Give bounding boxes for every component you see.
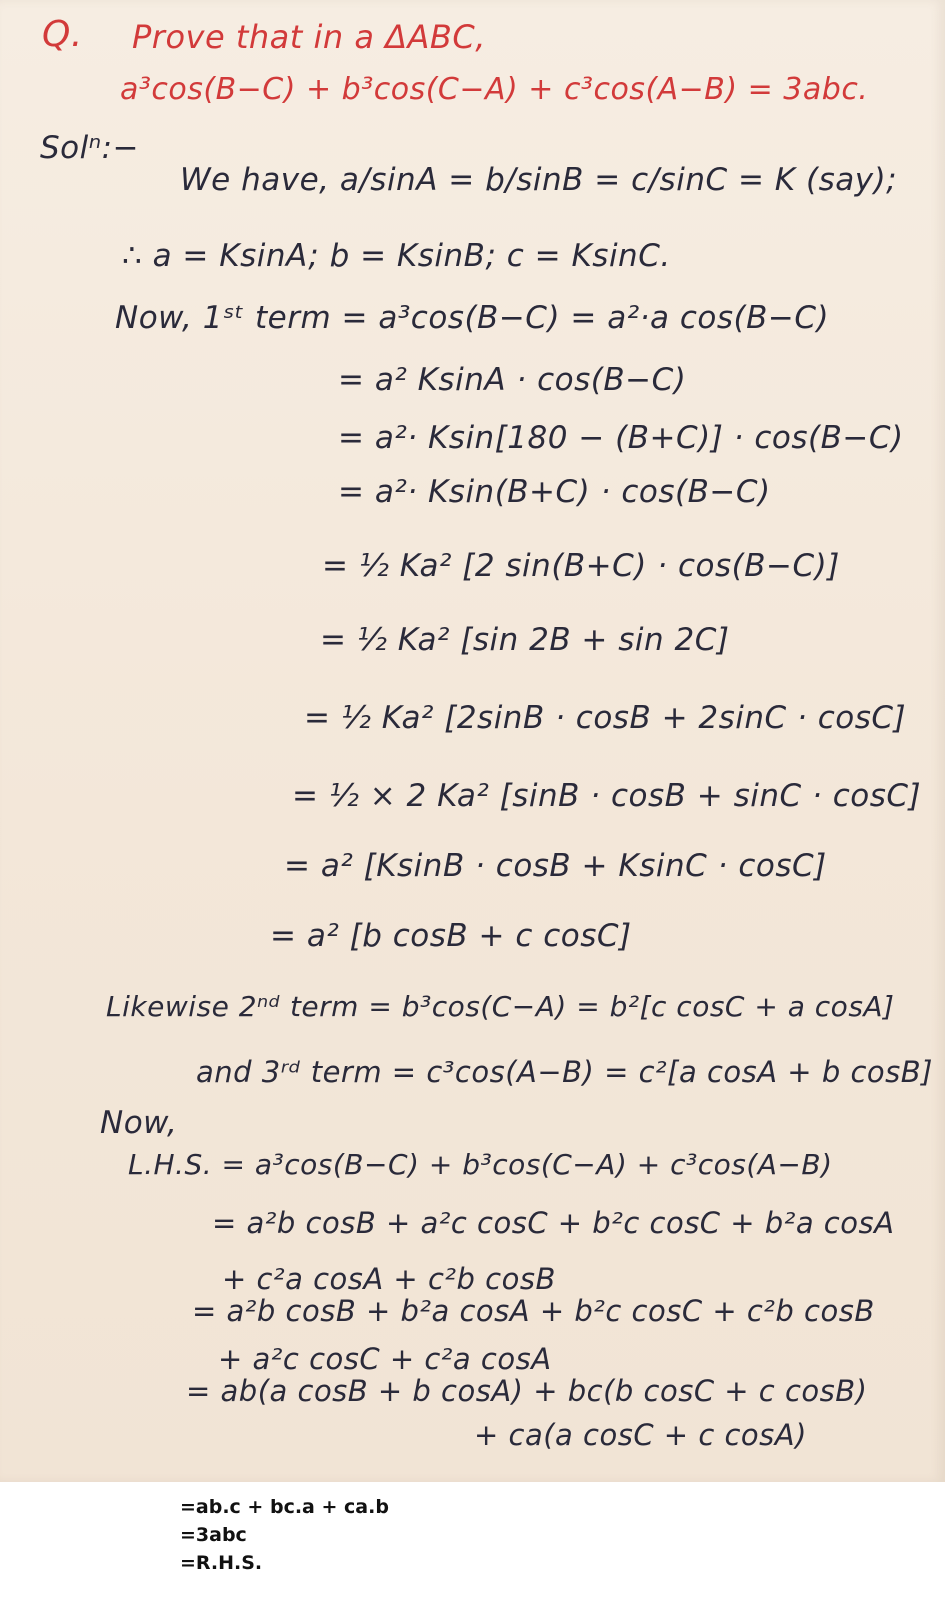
solution-line: ∴ a = KsinA; b = KsinB; c = KsinC. [122,238,671,274]
solution-line: and 3ʳᵈ term = c³cos(A−B) = c²[a cosA + b cosB] [196,1055,933,1089]
typed-conclusion [180,1493,389,1577]
conclusion-line: =R.H.S. [180,1552,263,1574]
solution-line: Now, [100,1105,178,1141]
solution-line: L.H.S. = a³cos(B−C) + b³cos(C−A) + c³cos(A−B) [128,1148,833,1181]
solution-line: = ½ Ka² [2sinB · cosB + 2sinC · cosC] [304,700,907,736]
solution-line: Now, 1ˢᵗ term = a³cos(B−C) = a²·a cos(B−C) [115,300,830,336]
solution-line: + ca(a cosC + c cosA) [474,1418,807,1452]
solution-line: = ½ × 2 Ka² [sinB · cosB + sinC · cosC] [292,778,922,814]
solution-line: = ab(a cosB + b cosA) + bc(b cosC + c cosB) [186,1374,868,1408]
solution-line: = a²b cosB + a²c cosC + b²c cosC + b²a cosA [212,1206,895,1240]
solution-line: Likewise 2ⁿᵈ term = b³cos(C−A) = b²[c cosC + a cosA] [106,990,895,1023]
question-label: Q. [42,14,83,55]
solution-line: = a²· Ksin[180 − (B+C)] · cos(B−C) [338,420,904,456]
solution-label: Solⁿ:− [40,130,140,166]
solution-line: + c²a cosA + c²b cosB [222,1262,556,1296]
solution-line: = a²b cosB + b²a cosA + b²c cosC + c²b cosB [192,1294,875,1328]
solution-line: = a²· Ksin(B+C) · cos(B−C) [338,474,771,510]
solution-line: = a² KsinA · cos(B−C) [338,362,687,398]
conclusion-line: =3abc [180,1524,247,1546]
solution-line: = ½ Ka² [2 sin(B+C) · cos(B−C)] [322,548,840,584]
question-line-2: a³cos(B−C) + b³cos(C−A) + c³cos(A−B) = 3abc. [120,72,869,107]
solution-line: We have, a/sinA = b/sinB = c/sinC = K (say); [180,162,898,198]
conclusion-line: =ab.c + bc.a + ca.b [180,1496,389,1518]
solution-line: + a²c cosC + c²a cosA [218,1342,552,1376]
solution-line: = a² [KsinB · cosB + KsinC · cosC] [284,848,827,884]
solution-line: = ½ Ka² [sin 2B + sin 2C] [320,622,730,658]
question-line-1: Prove that in a ΔABC, [132,18,486,56]
solution-line: = a² [b cosB + c cosC] [270,918,632,954]
